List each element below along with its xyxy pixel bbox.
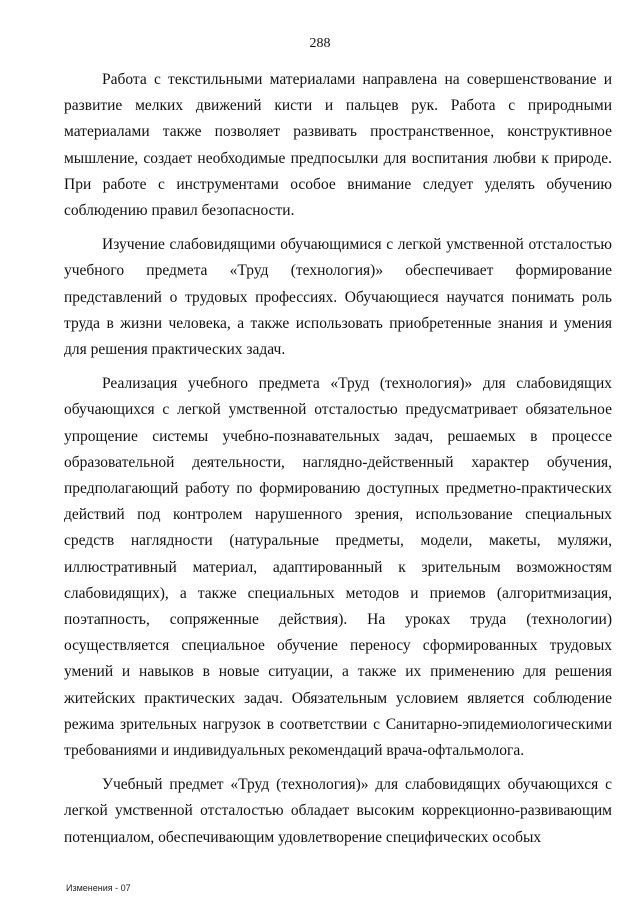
paragraph-2: Изучение слабовидящими обучающимися с легкой умственной отсталостью учебного предмета «Труд (технология)» обеспечивает формирование представлений о трудовых профессиях. Обучающиеся научатся понимать роль труда в жизни человека, а также использовать приобретенные знания и умения для решения практических задач.: [64, 236, 612, 359]
footer-revision-note: Изменения - 07: [66, 883, 131, 893]
paragraph-4: Учебный предмет «Труд (технология)» для слабовидящих обучающихся с легкой умственной отсталостью обладает высоким коррекционно-развивающим потенциалом, обеспечивающим удовлетворение специфических особых: [64, 776, 612, 846]
paragraph-1: Работа с текстильными материалами направлена на совершенствование и развитие мелких движений кисти и пальцев рук. Работа с природными материалами также позволяет развивать пространственное, конструктивное мышление, создает необходимые предпосылки для воспитания любви к природе. При работе с инструментами особое внимание следует уделять обучению соблюдению правил безопасности.: [64, 71, 612, 220]
page-number: 288: [309, 36, 331, 51]
document-body: [64, 67, 612, 859]
paragraph-3: Реализация учебного предмета «Труд (технология)» для слабовидящих обучающихся с легкой умственной отсталостью предусматривает обязательное упрощение системы учебно-познавательных задач, решаемых в процессе образовательной деятельности, наглядно-действенный характер обучения, предполагающий работу по формированию доступных предметно-практических действий под контролем нарушенного зрения, использование специальных средств наглядности (натуральные предметы, модели, макеты, муляжи, иллюстративный материал, адаптированный к зрительным возможностям слабовидящих), а также специальных методов и приемов (алгоритмизация, поэтапность, сопряженные действия). На уроках труда (технологии) осуществляется специальное обучение переносу сформированных трудовых умений и навыков в новые ситуации, а также их применению для решения житейских практических задач. Обязательным условием является соблюдение режима зрительных нагрузок в соответствии с Санитарно-эпидемиологическими требованиями и индивидуальных рекомендаций врача-офтальмолога.: [64, 375, 612, 760]
